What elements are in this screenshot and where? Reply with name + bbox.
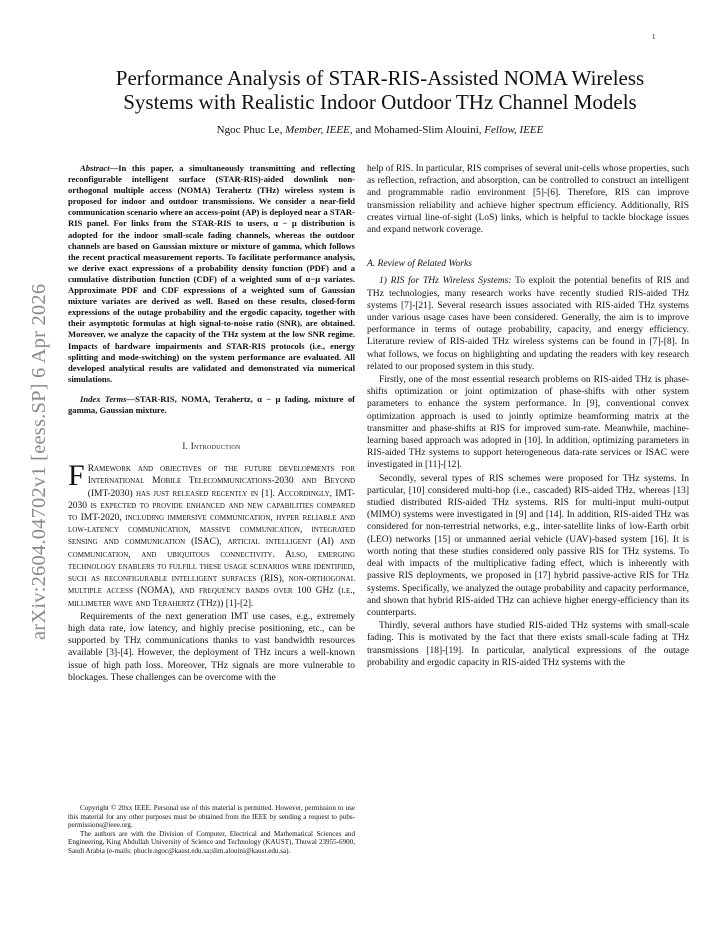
left-column (68, 163, 355, 685)
abstract (68, 163, 355, 385)
section-number: I. (182, 441, 189, 452)
author-affiliation: The authors are with the Division of Computer, Electrical and Mathematical Sciences and Engineering, King Abdullah University of Science and Technology (KAUST), Thuwal 23955-6900, Saudi Arabia (e-mails: phucle.ngoc@kaust.edu.sa;slim.alouini@kaust.edu.sa). (68, 829, 355, 855)
arxiv-stamp: arXiv:2604.04702v1 [eess.SP] 6 Apr 2026 (28, 283, 50, 640)
right-paragraph-5: Thirdly, several authors have studied RIS-aided THz systems with small-scale fading. This is motivated by the fact that there exists small-scale fading at THz transmissions [18]-[19]. In particular, analytical expressions of the outage probability and ergodic capacity in RIS-aided THz systems with the (367, 621, 689, 668)
right-column (367, 163, 689, 670)
section-heading-introduction (68, 440, 355, 452)
right-paragraph-1: help of RIS. In particular, RIS comprises of several unit-cells whose properties, such as reflection, refraction, and absorption, can be controlled to construct an intelligent and programmable radio environment [5]-[6]. Therefore, RIS can improve transmission reliability and achieve higher spectrum efficiency. Additionally, RIS creates virtual line-of-sight (LoS) links, which is helpful to tackle blockage issues and expand network coverage. (367, 164, 689, 236)
subsection-heading-review: A. Review of Related Works (367, 259, 472, 270)
abstract-text: —In this paper, a simultaneously transmitting and reflecting reconfigurable intelligent surface (STAR-RIS)-aided downlink non-orthogonal multiple access (NOMA) Terahertz (THz) wireless system is proposed for indoor and outdoor transmissions. We consider a near-field communication scenario where an access-point (AP) is deployed near a STAR-RIS panel. For links from the STAR-RIS to users, α − μ distribution is adopted for the indoor small-scale fading channels, whereas the outdoor channels are based on Gaussian mixture or mixture of gamma, which follows the recent practical measurement reports. To facilitate performance analysis, we derive exact expressions of a probability density function (PDF) and a cumulative distribution function (CDF) of a weighted sum of α−μ variates. Approximate PDF and CDF expressions of a weighted sum of Gaussian mixture variates are derived as well. Based on these results, closed-form expressions of the outage probability and the ergodic capacity, together with their asymptotic formulas at high signal-to-noise ratio (SNR), are obtained. Moreover, we analyze the capacity of the THz system at the low SNR regime. Impacts of hardware impairments and STAR-RIS protocols (i.e., energy splitting and mode-switching) on the system performance are evaluated. All developed analytical results are validated and demonstrated via numerical simulations. (68, 163, 355, 384)
right-paragraph-3: Firstly, one of the most essential research problems on RIS-aided THz is phase-shifts optimization or joint optimization of phase-shifts with other system parameters to enhance the system performance. In [9], conventional convex optimization approach is used to jointly optimize beamforming matrix at the transmitter and phase-shifts at RIS for improved sum-rate. Meanwhile, machine-learning based approach was adopted in [10]. In addition, optimizing parameters in RIS-aided THz systems to support heterogeneous data-rate services or ISAC were investigated in [11]-[12]. (367, 375, 689, 471)
title-line-2: Systems with Realistic Indoor Outdoor THz Channel Models (123, 90, 637, 114)
page-number: 1 (652, 33, 656, 41)
index-terms-label: Index Terms (80, 393, 127, 404)
drop-cap: F (68, 459, 85, 493)
intro-paragraph-1-text: Ramework and objectives of the future developments for International Mobile Telecommunications-2030 and Beyond (IMT-2030) has just released recently in [1]. Accordingly, IMT-2030 is expected to provide enhanced and new capabilities compared to IMT-2020, including immersive communication, hyper reliable and low-latency communication, massive communication, integrated sensing and communication (ISAC), articial intelligent (AI) and communication, and ubiquitous connectivity. Also, emerging technology enablers to fulfill these usage scenarios were identified, such as reconfigurable intelligent surfaces (RIS), non-orthogonal multiple access (NOMA), and frequency bands over 100 GHz (i.e., millimeter wave and Terahertz (THz)) [1]-[2]. (68, 464, 355, 609)
author-1: Ngoc Phuc Le, (216, 124, 283, 136)
author-1-role: Member, IEEE (285, 124, 350, 136)
copyright-notice: Copyright © 20xx IEEE. Personal use of this material is permitted. However, permission to use this material for any other purposes must be obtained from the IEEE by sending a request to pubs-permissions@ieee.org. (68, 804, 355, 830)
paper-title (40, 66, 720, 114)
author-2-role: Fellow, IEEE (484, 124, 544, 136)
right-paragraph-4: Secondly, several types of RIS schemes were proposed for THz systems. In particular, [10] considered multi-hop (i.e., cascaded) RIS-aided THz, whereas [13] studied distributed RIS-aided THz systems. RIS for multi-input multi-output (MIMO) systems were investigated in [9] and [14]. In addition, RIS-aided THz was considered for non-terrestrial networks, e.g., inter-satellite links of low-Earth orbit (LEO) networks [15] or unmanned aerial vehicle (UAV)-based system [16]. It is worth noting that these studies considered only passive RIS for THz systems. To deal with impacts of the multiplicative fading effect, which is inherently with passive RIS deployments, we proposed in [17] hybrid passive-active RIS for THz systems. Specifically, we analyzed the outage probability and capacity performance, and shown that hybrid RIS-aided THz can achieve higher energy-efficiency than its counterparts. (367, 473, 689, 618)
right-paragraph-2 (367, 275, 689, 373)
author-2: , and Mohamed-Slim Alouini, (349, 124, 482, 136)
author-line (40, 124, 720, 136)
subsubsection-heading: 1) RIS for THz Wireless Systems: (379, 276, 512, 287)
intro-paragraph-2: Requirements of the next generation IMT use cases, e.g., extremely high data rate, low latency, and highly precise positioning, etc., can be supported by THz communications thanks to vast bandwidth resources available [3]-[4]. However, the deployment of THz incurs a well-known issue of high path loss. Moreover, THz signals are more vulnerable to blockages. These challenges can be overcome with the (68, 611, 355, 683)
subsubsection-text: To exploit the potential benefits of RIS and THz technologies, many research works have recently studied RIS-aided THz systems [7]-[21]. Several research issues associated with RIS-aided THz systems under various usage cases have been considered. Generally, the aim is to improve performance in terms of outage probability, capacity, and energy efficiency. Literature review of RIS-aided THz wireless systems can be found in [7]-[8]. In what follows, we focus on highlighting and updating the readers with key research related to our proposed system in this study. (367, 276, 690, 372)
footnote (68, 804, 355, 856)
index-terms (68, 394, 355, 416)
intro-paragraph-1 (68, 459, 355, 609)
title-line-1: Performance Analysis of STAR-RIS-Assisted NOMA Wireless (115, 66, 645, 90)
index-terms-text: —STAR-RIS, NOMA, Terahertz, α − μ fading, mixture of gamma, Gaussian mixture. (68, 393, 355, 415)
abstract-label: Abstract (80, 163, 110, 173)
section-title: Introduction (190, 441, 241, 452)
